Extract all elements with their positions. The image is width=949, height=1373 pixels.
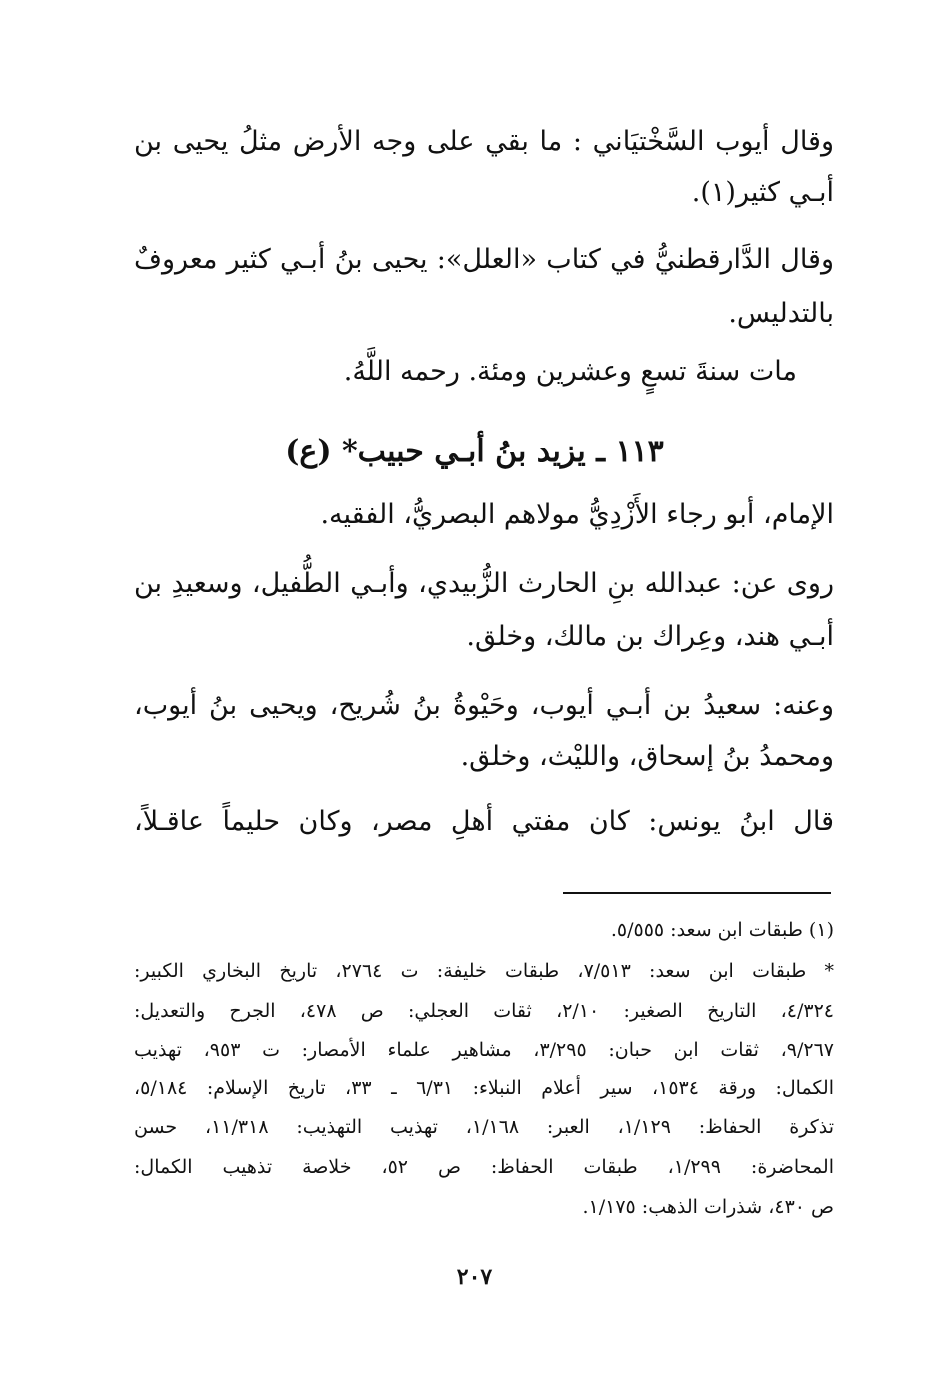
paragraph-narrated-from-line-1: روى عن: عبدالله بنِ الحارث الزُّبيدي، وأبـي الطُّفيل، وسعيدِ بن bbox=[134, 568, 834, 599]
paragraph-ibn-yunus: قال ابنُ يونس: كان مفتي أهلِ مصر، وكان حليماً عاقـلاً، bbox=[134, 806, 834, 837]
footnote-sources-line-2: ٤/٣٢٤، التاريخ الصغير: ٢/١٠، ثقات العجلي: ص ٤٧٨، الجرح والتعديل: bbox=[134, 1000, 834, 1022]
footnote-sources-line-6: المحاضرة: ١/٢٩٩، طبقات الحفاظ: ص ٥٢، خلاصة تذهيب الكمال: bbox=[134, 1156, 834, 1178]
entry-heading: ١١٣ ـ يزيد بنُ أبـي حبيب* (ع) bbox=[285, 434, 664, 469]
paragraph-daraqutni-line-2: بالتدليس. bbox=[728, 298, 834, 329]
footnote-separator bbox=[563, 892, 831, 894]
footnote-sources-line-7: ص ٤٣٠، شذرات الذهب: ١/١٧٥. bbox=[582, 1196, 834, 1218]
paragraph-ayyub-line-1: وقال أيوب السَّخْتيَاني : ما بقي على وجه الأرض مثلُ يحيى بن bbox=[134, 126, 834, 157]
footnote-sources-line-5: تذكرة الحفاظ: ١/١٢٩، العبر: ١/١٦٨، تهذيب التهذيب: ١١/٣١٨، حسن bbox=[134, 1116, 834, 1138]
paragraph-narrated-from-line-2: أبـي هند، وعِراك بن مالك، وخلق. bbox=[466, 621, 834, 652]
paragraph-students-line-2: ومحمدُ بنُ إسحاق، والليْث، وخلق. bbox=[460, 741, 834, 772]
paragraph-kunya: الإمام، أبو رجاء الأَزْدِيُّ مولاهم البصريُّ، الفقيه. bbox=[320, 499, 834, 530]
paragraph-students-line-1: وعنه: سعيدُ بن أبـي أيوب، وحَيْوةُ بنُ شُريح، ويحيى بنُ أيوب، bbox=[134, 690, 834, 721]
page-number: ٢٠٧ bbox=[456, 1264, 493, 1290]
footnote-sources-line-4: الكمال: ورقة ١٥٣٤، سير أعلام النبلاء: ٦/٣١ ـ ٣٣، تاريخ الإسلام: ٥/١٨٤، bbox=[134, 1077, 834, 1099]
paragraph-death-year: مات سنةَ تسعٍ وعشرين ومئة. رحمه اللَّهُ. bbox=[343, 356, 797, 387]
footnote-sources-line-3: ٩/٢٦٧، ثقات ابن حبان: ٣/٢٩٥، مشاهير علماء الأمصار: ت ٩٥٣، تهذيب bbox=[134, 1039, 834, 1061]
paragraph-ayyub-line-2: أبـي كثير(١). bbox=[691, 177, 834, 208]
footnote-sources-line-1: * طبقات ابن سعد: ٧/٥١٣، طبقات خليفة: ت ٢٧٦٤، تاريخ البخاري الكبير: bbox=[134, 960, 834, 982]
footnote-1: (١) طبقات ابن سعد: ٥/٥٥٥. bbox=[610, 919, 834, 941]
paragraph-daraqutni-line-1: وقال الدَّارقطنيُّ في كتاب «العلل»: يحيى بنُ أبـي كثير معروفٌ bbox=[134, 244, 834, 275]
